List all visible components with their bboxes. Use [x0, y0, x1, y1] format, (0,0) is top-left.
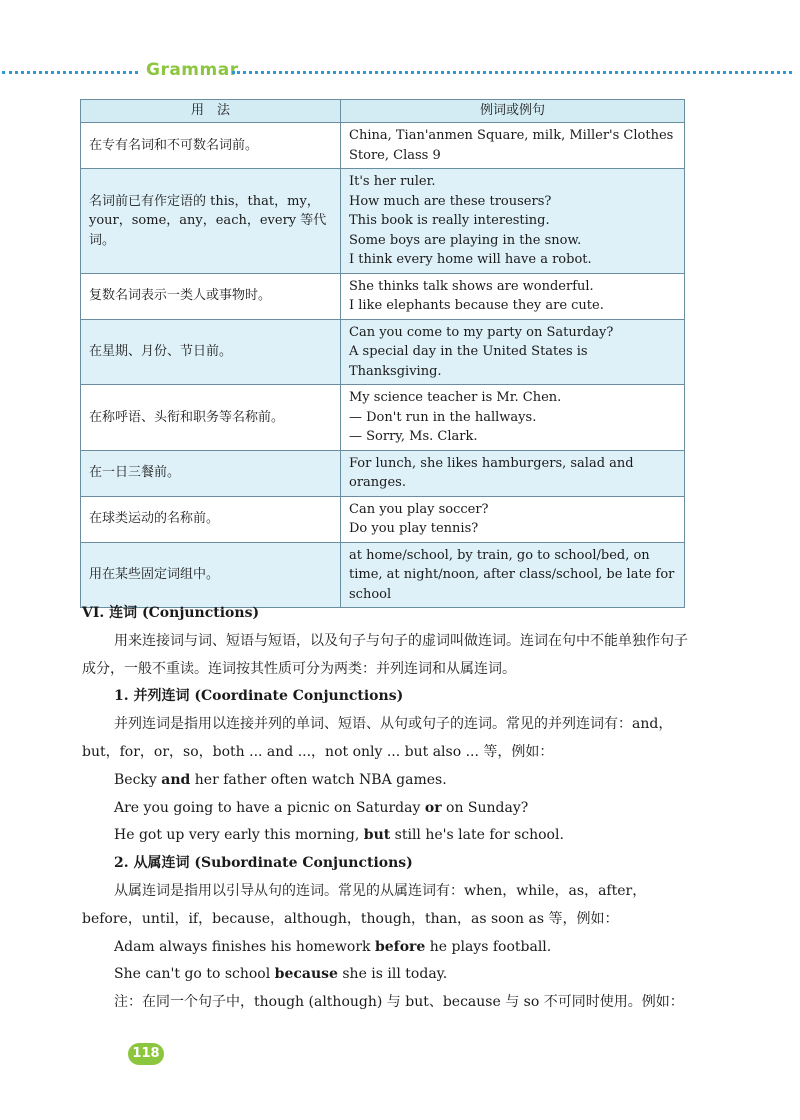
sentence-fragment: he plays football.: [425, 938, 552, 955]
conjunction-keyword: or: [424, 799, 442, 816]
conjunction-keyword: and: [161, 771, 191, 788]
example-line: Can you come to my party on Saturday?: [349, 324, 614, 340]
table-row: [81, 169, 685, 274]
table-row: [81, 496, 685, 542]
sentence-fragment: still he's late for school.: [390, 827, 564, 844]
usage-cell: 用在某些固定词组中。: [81, 542, 341, 608]
examples-cell: [341, 123, 685, 169]
example-line: My science teacher is Mr. Chen.: [349, 390, 562, 405]
column-header-examples: 例词或例句: [341, 100, 685, 123]
example-line: This book is really interesting.: [349, 213, 550, 228]
example-sentence: [82, 822, 692, 850]
table-row: [81, 450, 685, 496]
conjunction-keyword: because: [274, 966, 338, 983]
example-line: A special day in the United States is Thanksgiving.: [349, 344, 588, 379]
table-row: [81, 123, 685, 169]
article-usage-table: [80, 99, 685, 608]
example-line: China, Tian'anmen Square, milk, Miller's Clothes Store, Class 9: [349, 128, 674, 163]
section-heading: VI. 连词 (Conjunctions): [82, 605, 260, 621]
sentence-fragment: on Sunday?: [441, 799, 529, 816]
subsection-heading-subordinate: 2. 从属连词 (Subordinate Conjunctions): [114, 855, 413, 872]
example-line: Do you play tennis?: [349, 521, 479, 536]
example-sentence: [82, 934, 692, 962]
usage-cell: 在星期、月份、节日前。: [81, 319, 341, 385]
sentence-fragment: her father often watch NBA games.: [190, 771, 447, 788]
section-intro: 用来连接词与词、短语与短语，以及句子与句子的虚词叫做连词。连词在句中不能单独作句子成分，一般不重读。连词按其性质可分为两类：并列连词和从属连词。: [82, 632, 688, 677]
chapter-title: Grammar: [146, 60, 239, 80]
example-line: — Sorry, Ms. Clark.: [349, 429, 478, 444]
usage-note: 注：在同一个句子中，though (although) 与 but、because 与 so 不可同时使用。例如：: [114, 994, 684, 1011]
chapter-header: [0, 60, 800, 84]
table-row: [81, 385, 685, 451]
usage-cell: 在球类运动的名称前。: [81, 496, 341, 542]
column-header-usage: 用 法: [81, 100, 341, 123]
sentence-fragment: she is ill today.: [337, 966, 448, 983]
table-row: [81, 319, 685, 385]
example-line: I think every home will have a robot.: [349, 252, 592, 267]
subsection-heading-coordinate: 1. 并列连词 (Coordinate Conjunctions): [114, 688, 404, 705]
examples-cell: [341, 385, 685, 451]
example-line: She thinks talk shows are wonderful.: [349, 278, 594, 294]
example-sentence: [82, 961, 692, 989]
example-line: It's her ruler.: [349, 174, 436, 189]
examples-cell: [341, 319, 685, 385]
sentence-fragment: Are you going to have a picnic on Saturday: [114, 799, 425, 816]
conjunction-keyword: before: [374, 938, 426, 955]
example-line: Some boys are playing in the snow.: [349, 232, 582, 248]
conjunctions-section: [82, 600, 692, 1017]
table-header-row: [81, 100, 685, 123]
header-dotted-rule-right: [232, 71, 792, 74]
examples-cell: [341, 496, 685, 542]
example-line: at home/school, by train, go to school/bed, on time, at night/noon, after class/school, be late for school: [349, 547, 675, 602]
usage-cell: 在一日三餐前。: [81, 450, 341, 496]
subordinate-examples: [82, 934, 692, 990]
example-line: — Don't run in the hallways.: [349, 409, 537, 425]
usage-cell: 名词前已有作定语的 this，that，my，your，some，any，each，every 等代词。: [81, 169, 341, 274]
header-dotted-rule-left: [2, 71, 138, 74]
sentence-fragment: Becky: [114, 771, 162, 788]
usage-cell: 复数名词表示一类人或事物时。: [81, 273, 341, 319]
examples-cell: [341, 273, 685, 319]
sentence-fragment: He got up very early this morning,: [114, 827, 364, 844]
examples-cell: [341, 450, 685, 496]
examples-cell: [341, 542, 685, 608]
example-sentence: [82, 767, 692, 795]
usage-cell: 在称呼语、头衔和职务等名称前。: [81, 385, 341, 451]
page-number: 118: [128, 1043, 164, 1065]
example-line: For lunch, she likes hamburgers, salad and oranges.: [349, 455, 634, 490]
subordinate-description: 从属连词是指用以引导从句的连词。常见的从属连词有：when，while，as，after，before，until，if，because，although，though，than，as soon as 等，例如：: [82, 882, 647, 927]
conjunction-keyword: but: [363, 827, 391, 844]
example-line: I like elephants because they are cute.: [349, 298, 604, 313]
table-body: [81, 123, 685, 608]
coordinate-description: 并列连词是指用以连接并列的单词、短语、从句或句子的连词。常见的并列连词有：and，but，for，or，so，both ... and ...，not only ... but also ... 等，例如：: [82, 716, 673, 760]
examples-cell: [341, 169, 685, 274]
usage-cell: 在专有名词和不可数名词前。: [81, 123, 341, 169]
example-line: How much are these trousers?: [349, 193, 552, 209]
sentence-fragment: She can't go to school: [114, 966, 275, 983]
table-row: [81, 273, 685, 319]
coordinate-examples: [82, 767, 692, 850]
sentence-fragment: Adam always finishes his homework: [114, 938, 375, 955]
example-line: Can you play soccer?: [349, 501, 489, 517]
example-sentence: [82, 795, 692, 823]
table-row: [81, 542, 685, 608]
